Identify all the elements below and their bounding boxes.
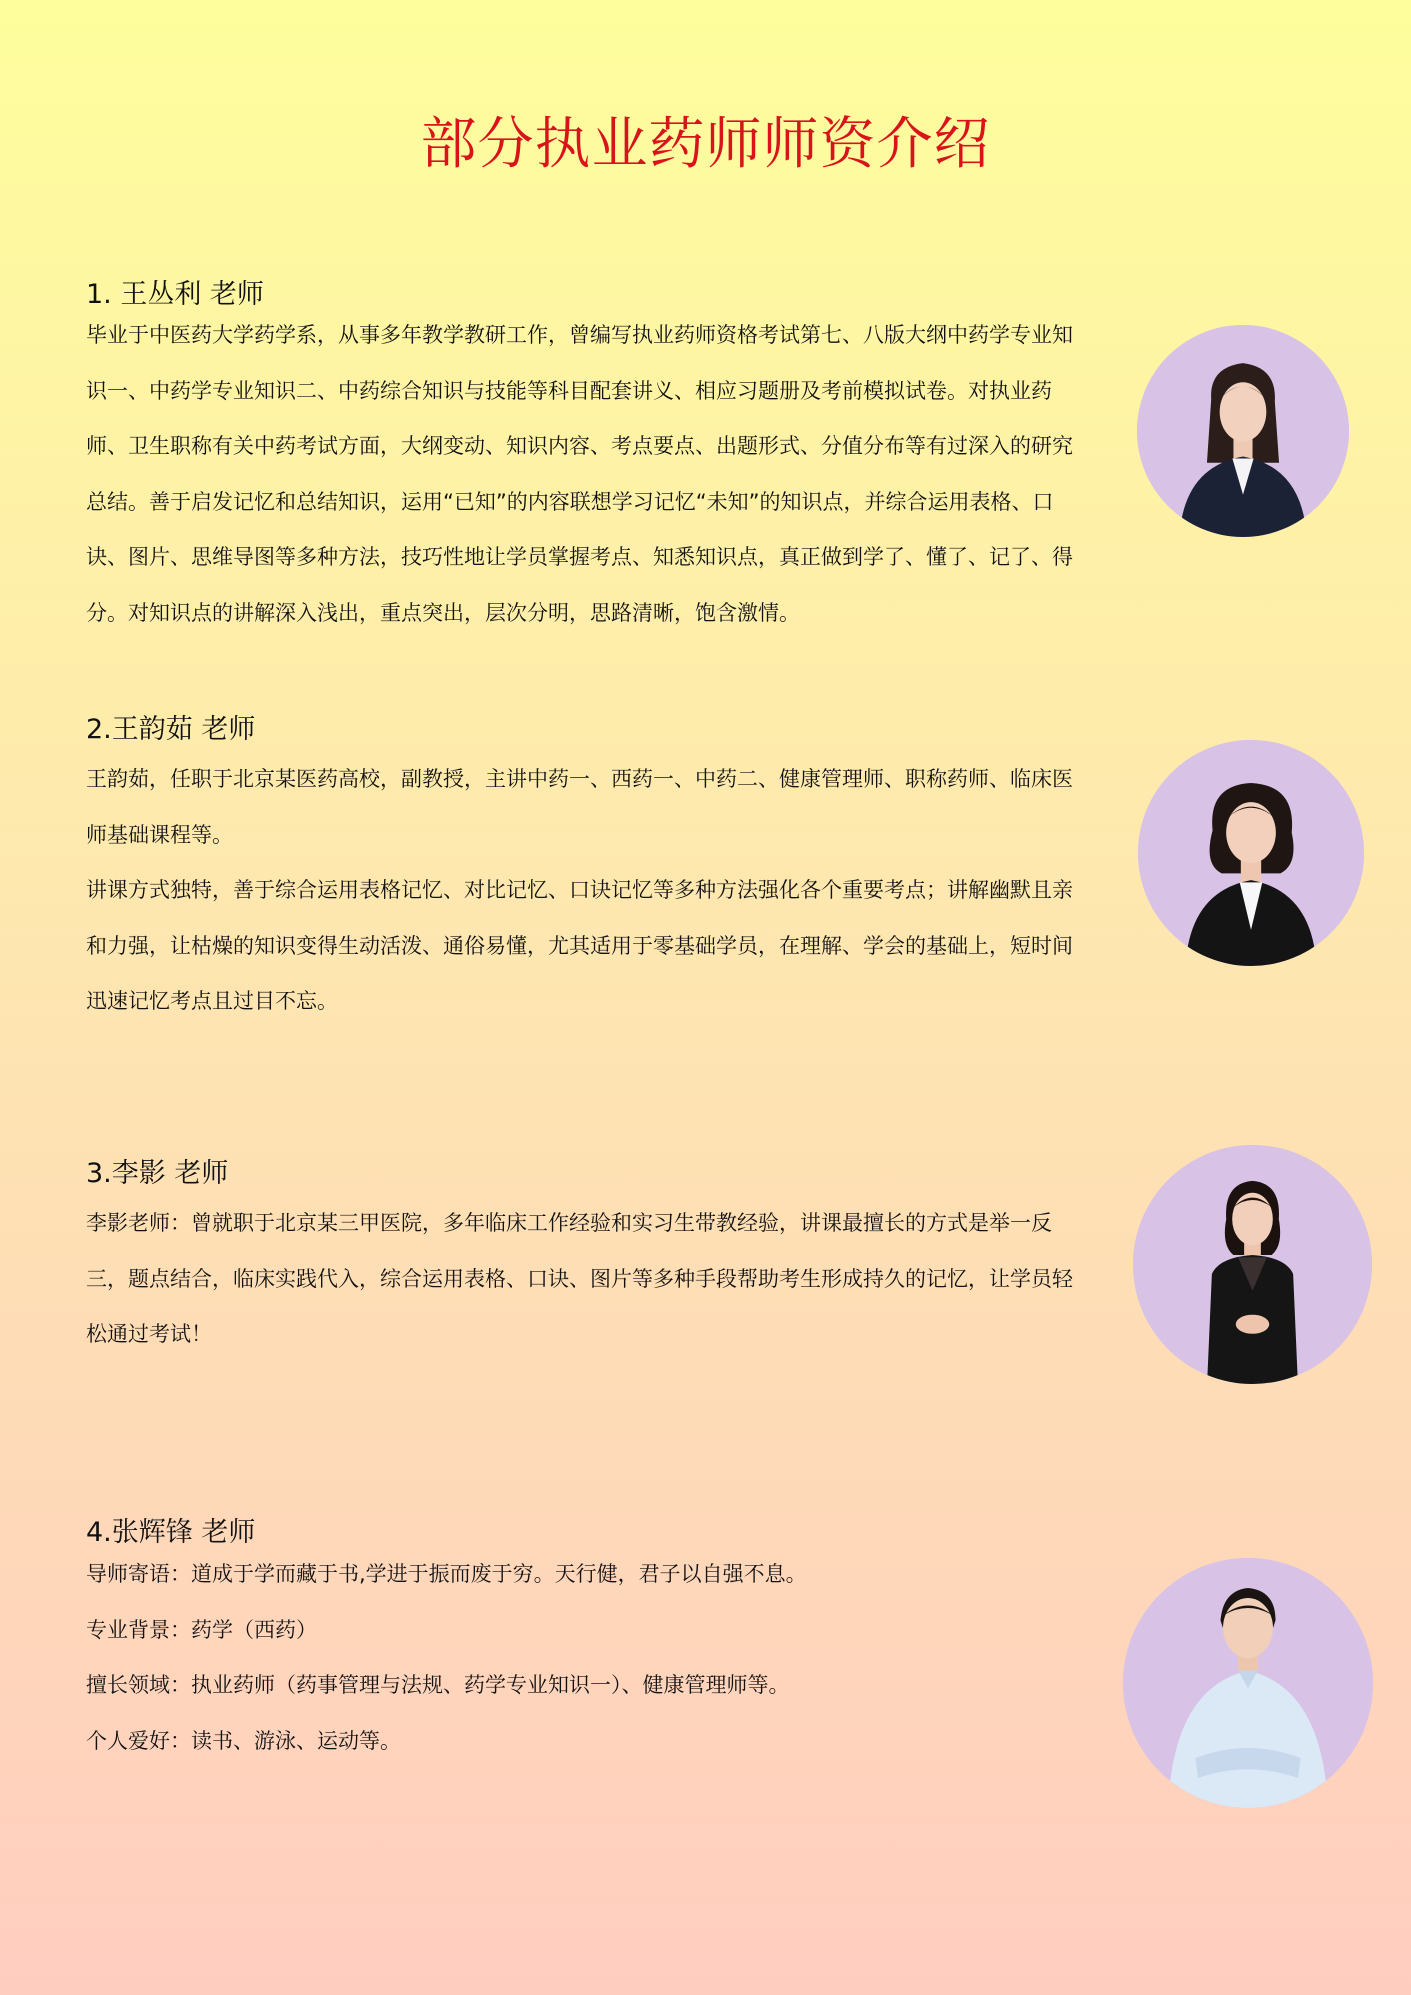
portrait-man-blue-shirt	[1123, 1558, 1373, 1808]
teacher-bio	[86, 1547, 1091, 1769]
bio-paragraph: 导师寄语：道成于学而藏于书,学进于振而废于穷。天行健，君子以自强不息。	[86, 1562, 807, 1586]
teacher-photo	[1123, 1558, 1373, 1808]
portrait-woman-black-suit	[1138, 740, 1364, 966]
teacher-photo	[1133, 1145, 1372, 1384]
portrait-woman-lace-top	[1133, 1145, 1372, 1384]
teacher-name: 3.李影 老师	[86, 1158, 229, 1189]
bio-paragraph: 讲课方式独特，善于综合运用表格记忆、对比记忆、口诀记忆等多种方法强化各个重要考点；讲解幽默且亲和力强，让枯燥的知识变得生动活泼、通俗易懂，尤其适用于零基础学员，在理解、学会的基础上，短时间迅速记忆考点且过目不忘。	[86, 878, 1073, 1013]
bio-paragraph: 王韵茹，任职于北京某医药高校，副教授，主讲中药一、西药一、中药二、健康管理师、职称药师、临床医师基础课程等。	[86, 767, 1073, 847]
bio-paragraph: 毕业于中医药大学药学系，从事多年教学教研工作，曾编写执业药师资格考试第七、八版大纲中药学专业知识一、中药学专业知识二、中药综合知识与技能等科目配套讲义、相应习题册及考前模拟试卷。对执业药师、卫生职称有关中药考试方面，大纲变动、知识内容、考点要点、出题形式、分值分布等有过深入的研究总结。善于启发记忆和总结知识，运用“已知”的内容联想学习记忆“未知”的知识点，并综合运用表格、口诀、图片、思维导图等多种方法，技巧性地让学员掌握考点、知悉知识点，真正做到学了、懂了、记了、得分。对知识点的讲解深入浅出，重点突出，层次分明，思路清晰，饱含激情。	[86, 323, 1073, 625]
teacher-bio	[86, 1196, 1091, 1363]
teacher-photo	[1138, 740, 1364, 966]
teacher-name: 4.张辉锋 老师	[86, 1517, 256, 1548]
teacher-name: 1. 王丛利 老师	[86, 279, 264, 310]
teacher-photo	[1137, 325, 1349, 537]
page-title: 部分执业药师师资介绍	[420, 112, 991, 177]
teacher-bio	[86, 752, 1091, 1030]
bio-paragraph: 李影老师：曾就职于北京某三甲医院，多年临床工作经验和实习生带教经验，讲课最擅长的方式是举一反三，题点结合，临床实践代入，综合运用表格、口诀、图片等多种手段帮助考生形成持久的记忆，让学员轻松通过考试！	[86, 1211, 1073, 1346]
teacher-name: 2.王韵茹 老师	[86, 714, 256, 745]
bio-paragraph: 擅长领域：执业药师（药事管理与法规、药学专业知识一）、健康管理师等。	[86, 1673, 790, 1697]
bio-paragraph: 个人爱好：读书、游泳、运动等。	[86, 1728, 401, 1753]
bio-paragraph: 专业背景：药学（西药）	[86, 1617, 317, 1642]
teacher-bio	[86, 308, 1091, 641]
portrait-woman-dark-suit	[1137, 325, 1349, 537]
